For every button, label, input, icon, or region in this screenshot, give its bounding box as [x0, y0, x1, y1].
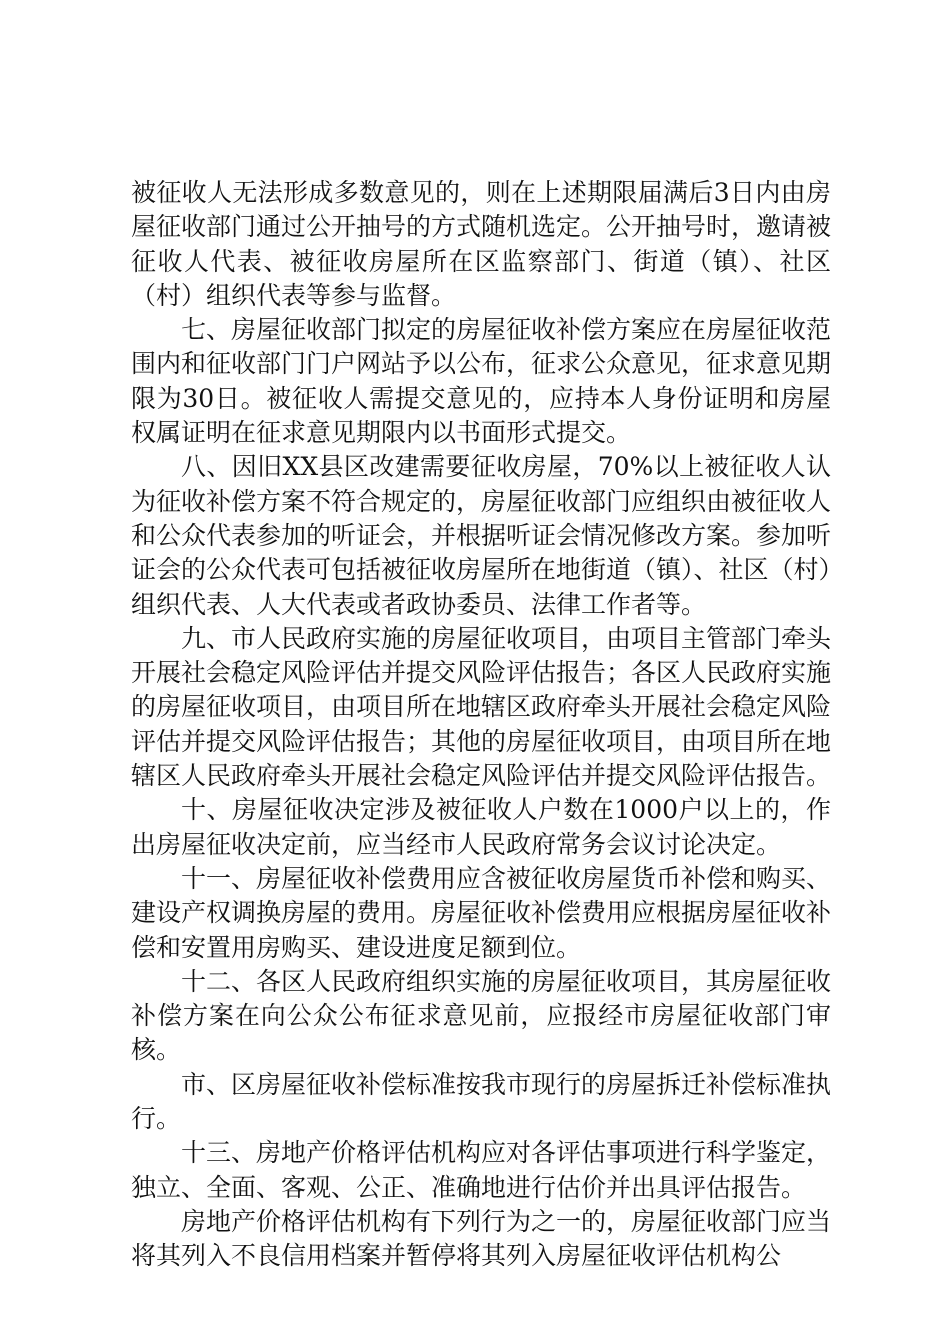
paragraph-continued: 被征收人无法形成多数意见的，则在上述期限届满后3日内由房屋征收部门通过公开抽号的方式随机选定。公开抽号时，邀请被征收人代表、被征收房屋所在区监察部门、街道（镇）、社区（村）组织代表等参与监督。 — [131, 178, 832, 310]
document-body — [131, 176, 831, 1274]
paragraph-article-7: 七、房屋征收部门拟定的房屋征收补偿方案应在房屋征收范围内和征收部门门户网站予以公布，征求公众意见，征求意见期限为30日。被征收人需提交意见的，应持本人身份证明和房屋权属证明在征求意见期限内以书面形式提交。 — [131, 315, 832, 448]
paragraph-appraisal-violations: 房地产价格评估机构有下列行为之一的，房屋征收部门应当将其列入不良信用档案并暂停将其列入房屋征收评估机构公 — [131, 1206, 832, 1271]
paragraph-article-11: 十一、房屋征收补偿费用应含被征收房屋货币补偿和购买、建设产权调换房屋的费用。房屋征收补偿费用应根据房屋征收补偿和安置用房购买、建设进度足额到位。 — [131, 863, 832, 962]
paragraph-article-8: 八、因旧XX县区改建需要征收房屋，70%以上被征收人认为征收补偿方案不符合规定的，房屋征收部门应组织由被征收人和公众代表参加的听证会，并根据听证会情况修改方案。参加听证会的公众代表可包括被征收房屋所在地街道（镇）、社区（村）组织代表、人大代表或者政协委员、法律工作者等。 — [131, 452, 832, 619]
paragraph-article-13: 十三、房地产价格评估机构应对各评估事项进行科学鉴定，独立、全面、客观、公正、准确地进行估价并出具评估报告。 — [131, 1138, 832, 1202]
paragraph-article-12: 十二、各区人民政府组织实施的房屋征收项目，其房屋征收补偿方案在向公众公布征求意见前，应报经市房屋征收部门审核。 — [131, 966, 832, 1065]
paragraph-article-9: 九、市人民政府实施的房屋征收项目，由项目主管部门牵头开展社会稳定风险评估并提交风险评估报告；各区人民政府实施的房屋征收项目，由项目所在地辖区政府牵头开展社会稳定风险评估并提交风险评估报告；其他的房屋征收项目，由项目所在地辖区人民政府牵头开展社会稳定风险评估并提交风险评估报告。 — [131, 623, 832, 791]
paragraph-article-10: 十、房屋征收决定涉及被征收人户数在1000户以上的，作出房屋征收决定前，应当经市人民政府常务会议讨论决定。 — [131, 795, 831, 859]
paragraph-compensation-standard: 市、区房屋征收补偿标准按我市现行的房屋拆迁补偿标准执行。 — [131, 1069, 832, 1134]
